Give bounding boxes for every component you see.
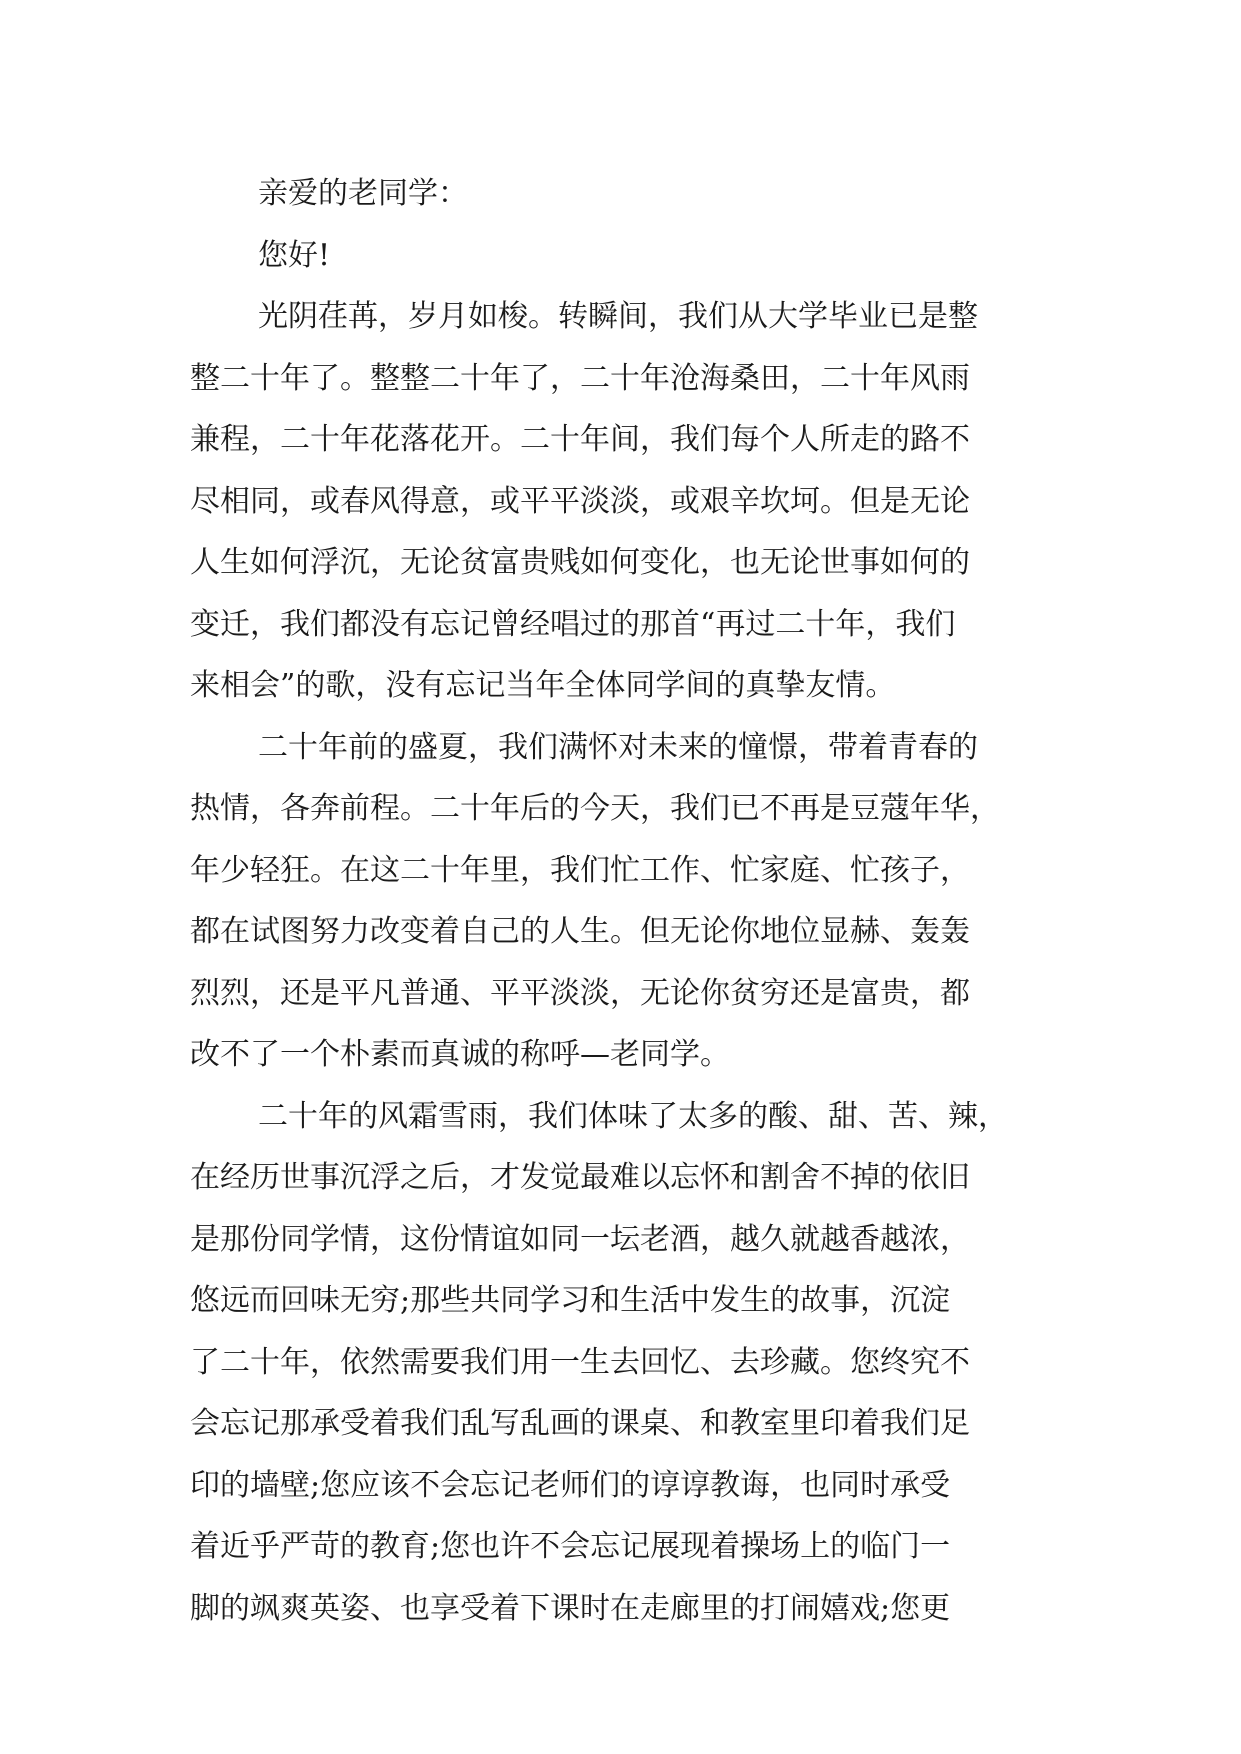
paragraph-line: 人生如何浮沉，无论贫富贵贱如何变化，也无论世事如何的	[190, 545, 970, 580]
paragraph-line: 光阴荏苒，岁月如梭。转瞬间，我们从大学毕业已是整	[258, 299, 978, 334]
paragraph-line: 二十年前的盛夏，我们满怀对未来的憧憬，带着青春的	[258, 729, 978, 765]
paragraph-line: 印的墙壁;您应该不会忘记老师们的谆谆教诲，也同时承受	[190, 1467, 951, 1503]
paragraph-3	[190, 1086, 1050, 1640]
paragraph-line: 改不了一个朴素而真诚的称呼—老同学。	[190, 1037, 730, 1072]
paragraph-line: 变迁，我们都没有忘记曾经唱过的那首“再过二十年，我们	[190, 606, 956, 642]
paragraph-line: 热情，各奔前程。二十年后的今天，我们已不再是豆蔻年华，	[190, 791, 1000, 826]
paragraph-line: 着近乎严苛的教育;您也许不会忘记展现着操场上的临门一	[190, 1529, 951, 1564]
paragraph-line: 脚的飒爽英姿、也享受着下课时在走廊里的打闹嬉戏;您更	[190, 1590, 951, 1626]
paragraph-line: 尽相同，或春风得意，或平平淡淡，或艰辛坎坷。但是无论	[190, 483, 970, 519]
paragraph-line: 兼程，二十年花落花开。二十年间，我们每个人所走的路不	[190, 422, 970, 457]
paragraph-line: 二十年的风霜雪雨，我们体味了太多的酸、甜、苦、辣，	[258, 1098, 1008, 1134]
paragraph-line: 了二十年，依然需要我们用一生去回忆、去珍藏。您终究不	[190, 1344, 970, 1380]
paragraph-line: 都在试图努力改变着自己的人生。但无论你地位显赫、轰轰	[190, 914, 970, 949]
greeting: 您好!	[258, 237, 331, 273]
paragraph-line: 来相会”的歌，没有忘记当年全体同学间的真挚友情。	[190, 668, 896, 703]
paragraph-line: 在经历世事沉浮之后，才发觉最难以忘怀和割舍不掉的依旧	[190, 1160, 970, 1195]
paragraph-line: 会忘记那承受着我们乱写乱画的课桌、和教室里印着我们足	[190, 1406, 970, 1441]
paragraph-1	[190, 286, 1050, 717]
paragraph-line: 整二十年了。整整二十年了，二十年沧海桑田，二十年风雨	[190, 360, 970, 396]
paragraph-line: 悠远而回味无穷;那些共同学习和生活中发生的故事，沉淀	[190, 1283, 951, 1318]
letter-body	[190, 163, 1050, 1639]
paragraph-line: 烈烈，还是平凡普通、平平淡淡，无论你贫穷还是富贵，都	[190, 975, 970, 1011]
salutation: 亲爱的老同学：	[258, 176, 468, 211]
paragraph-2	[190, 717, 1050, 1086]
paragraph-line: 是那份同学情，这份情谊如同一坛老酒，越久就越香越浓，	[190, 1221, 970, 1257]
paragraph-line: 年少轻狂。在这二十年里，我们忙工作、忙家庭、忙孩子，	[190, 852, 970, 888]
